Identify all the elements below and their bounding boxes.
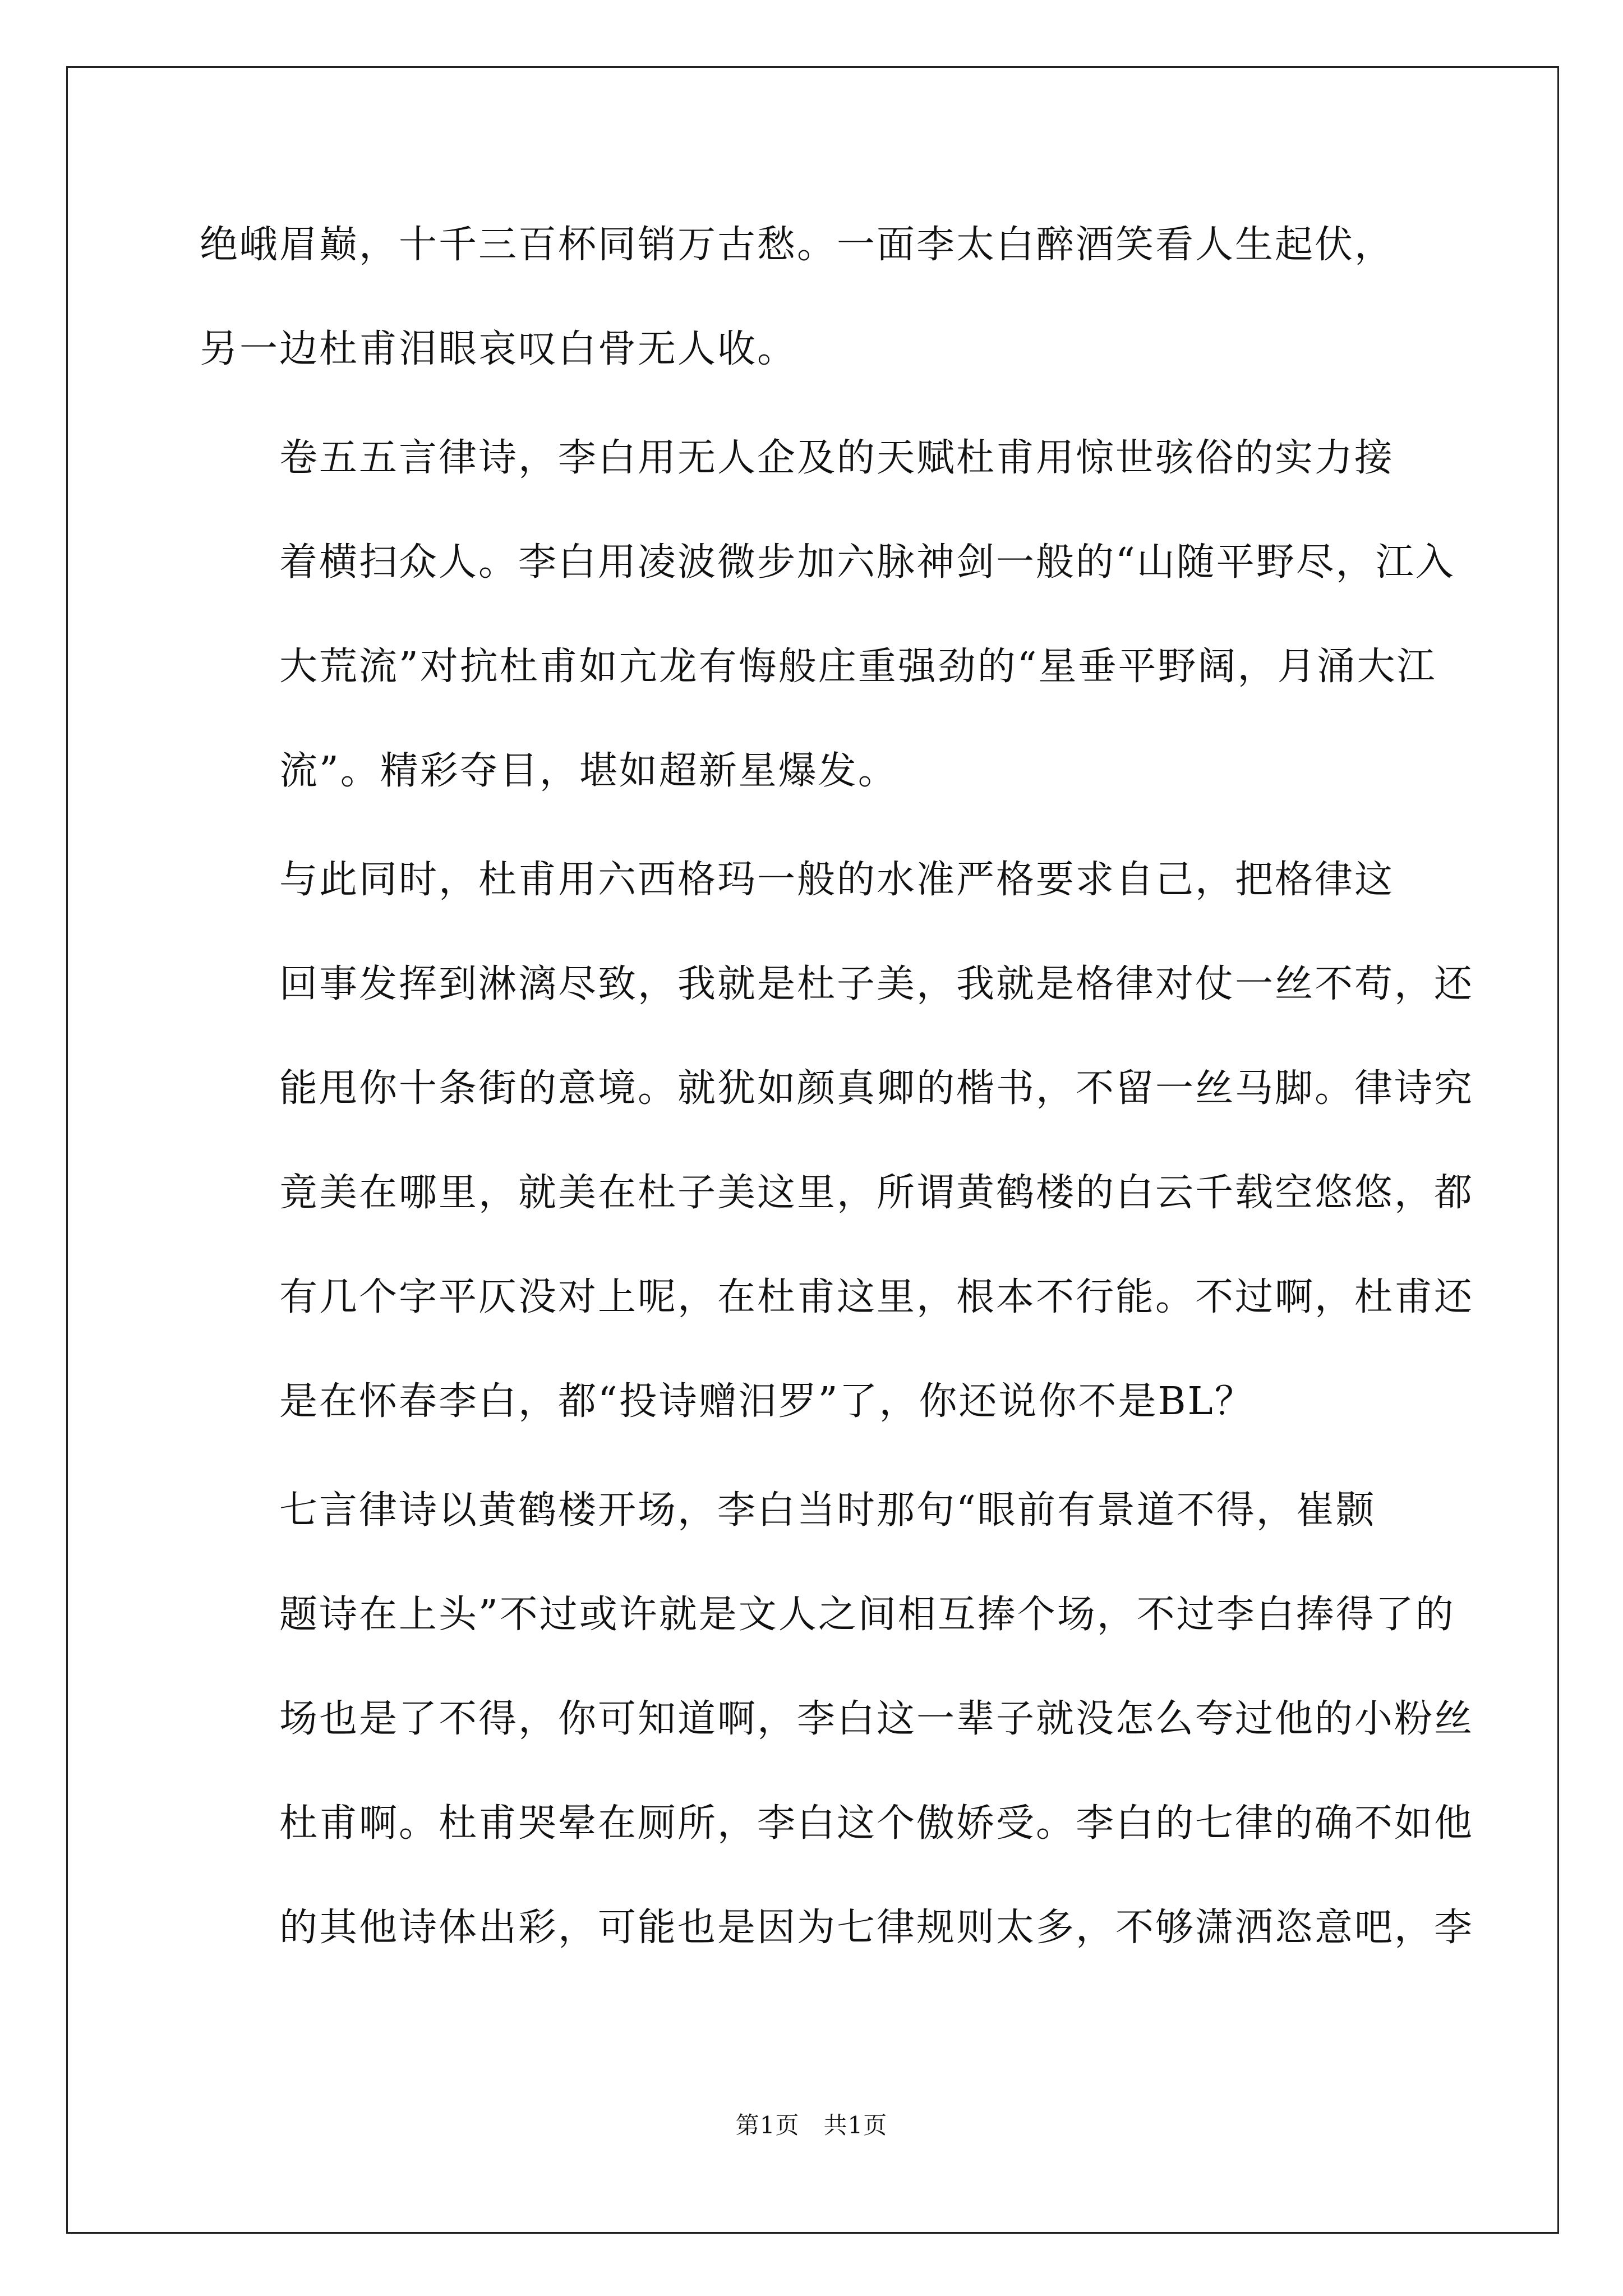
- paragraph-3: [200, 828, 1474, 1454]
- text-line: 大荒流”对抗杜甫如亢龙有悔般庄重强劲的“星垂平野阔，月涌大江: [279, 645, 1437, 689]
- text-line: 回事发挥到淋漓尽致，我就是杜子美，我就是格律对仗一丝不苟，还: [279, 962, 1474, 1006]
- paragraph-2: [200, 406, 1455, 823]
- text-line: 场也是了不得，你可知道啊，李白这一辈子就没怎么夸过他的小粉丝: [279, 1697, 1474, 1741]
- document-body: [200, 193, 1474, 1985]
- text-line: 另一边杜甫泪眼哀叹白骨无人收。: [200, 327, 797, 371]
- text-line: 竟美在哪里，就美在杜子美这里，所谓黄鹤楼的白云千载空悠悠，都: [279, 1171, 1474, 1215]
- text-line: 着横扫众人。李白用凌波微步加六脉神剑一般的“山随平野尽，江入: [279, 540, 1455, 585]
- text-line: 是在怀春李白，都“投诗赠汨罗”了，你还说你不是BL？: [279, 1379, 1255, 1424]
- text-line: 流”。精彩夺目，堪如超新星爆发。: [279, 749, 898, 793]
- page-number: 第1页 共1页: [735, 2111, 888, 2139]
- text-line: 有几个字平仄没对上呢，在杜甫这里，根本不行能。不过啊，杜甫还: [279, 1275, 1474, 1319]
- text-line: 七言律诗以黄鹤楼开场，李白当时那句“眼前有景道不得，崔颢: [279, 1488, 1376, 1533]
- text-line: 与此同时，杜甫用六西格玛一般的水准严格要求自己，把格律这: [279, 858, 1395, 902]
- text-line: 能甩你十条街的意境。就犹如颜真卿的楷书，不留一丝马脚。律诗究: [279, 1066, 1474, 1111]
- text-line: 题诗在上头”不过或许就是文人之间相互捧个场，不过李白捧得了的: [279, 1593, 1455, 1637]
- text-line: 绝峨眉巅，十千三百杯同销万古愁。一面李太白醉酒笑看人生起伏，: [200, 223, 1395, 267]
- text-line: 卷五五言律诗，李白用无人企及的天赋杜甫用惊世骇俗的实力接: [279, 436, 1395, 480]
- text-line: 的其他诗体出彩，可能也是因为七律规则太多，不够潇洒恣意吧，李: [279, 1906, 1474, 1950]
- paragraph-4: [200, 1458, 1474, 1980]
- paragraph-1: [200, 193, 1433, 402]
- text-line: 杜甫啊。杜甫哭晕在厕所，李白这个傲娇受。李白的七律的确不如他: [279, 1801, 1474, 1846]
- page-footer: [0, 2107, 1623, 2141]
